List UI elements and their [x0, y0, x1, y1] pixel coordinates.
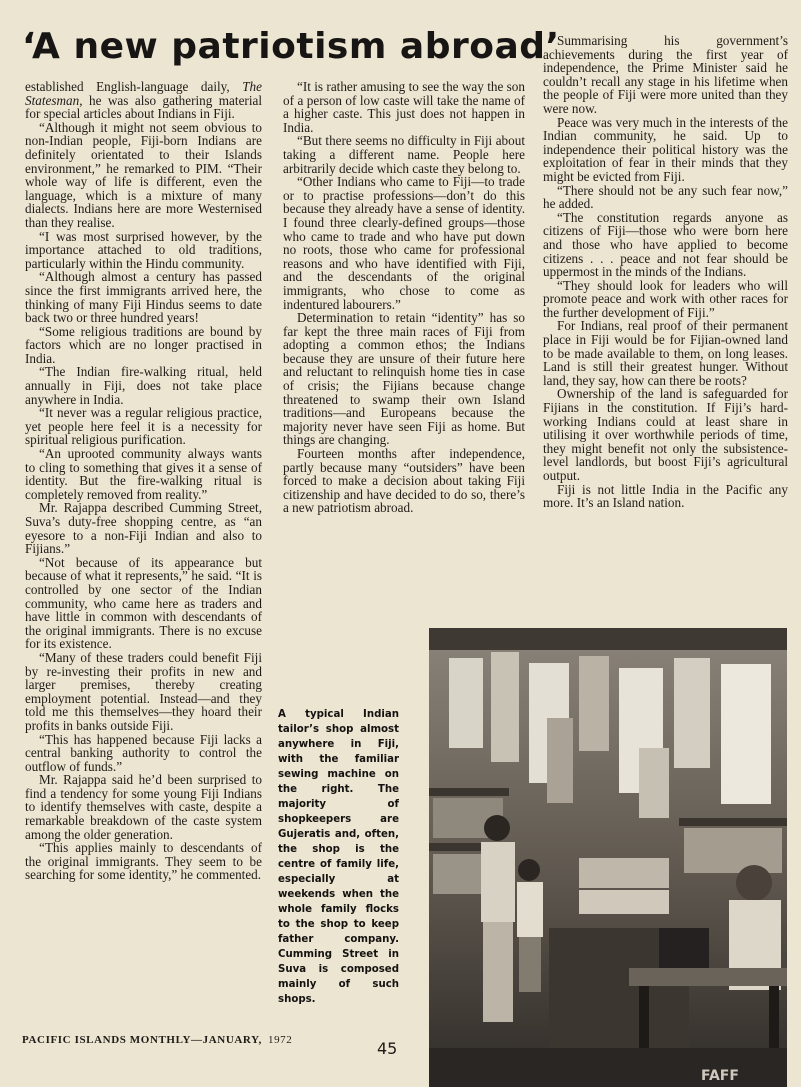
page-number: 45 [377, 1039, 398, 1058]
photo-caption: A typical Indian tailor’s shop almost anywhere in Fiji, with the familiar sewing machine on the right. The majority of shopkeepers are Gujeratis and, often, the shop is the centre of family life, especially at weekends when the whole family flocks to the shop to keep father company. Cumming Street in Suva is composed mainly of such shops. [278, 709, 399, 1005]
paragraph: “Not because of its appearance but because of what it represents,” he said. “It is controlled by one sector of the Indian community, who came here as traders and have little in common with descendants of the original immigrants. There is no excuse for its existence. [25, 554, 262, 652]
paragraph: “An uprooted community always wants to cling to something that gives it a sense of identity. But the fire-walking ritual is completely removed from reality.” [25, 446, 262, 502]
paragraph: Fiji is not little India in the Pacific any more. It’s an Island nation. [543, 481, 788, 511]
magazine-name: PACIFIC ISLANDS MONTHLY—JANUARY, [22, 1034, 262, 1046]
paragraph: “Although almost a century has passed since the first immigrants arrived here, the thinking of many Fiji Hindus seems to date back two or three hundred years! [25, 269, 262, 326]
article-column-1 [25, 80, 262, 882]
paragraph: “There should not be any such fear now,” he added. [543, 182, 788, 212]
paragraph: Mr. Rajappa said he’d been surprised to find a tendency for some young Fiji Indians to identify themselves with caste, despite a remarkable breakdown of the caste system among the older generation. [25, 772, 262, 842]
paragraph: “They should look for leaders who will promote peace and work with other races for the further development of Fiji.” [543, 277, 788, 320]
article-headline: ‘A new patriotism abroad’ [22, 26, 560, 67]
paragraph: Peace was very much in the interests of the Indian community, he said. Up to independence their political history was the exploitation of fear in their minds that they might be evicted from Fiji. [543, 114, 788, 184]
paragraph: “Other Indians who came to Fiji—to trade or to practise professions—don’t do this because they already have a sense of identity. I found three clearly-defined groups—those who came to trade and who have put down no roots, those who came for professional reasons and who have identified with Fiji, and the descendants of the original immigrants, who chose to come as indentured labourers.” [283, 174, 525, 312]
paragraph-text: established English-language daily, [25, 79, 243, 94]
paragraph: Fourteen months after independence, partly because many “outsiders” have been forced to make a decision about taking Fiji citizenship and have decided to do so, there’s a new patriotism abroad. [283, 446, 525, 516]
paragraph: Summarising his government’s achievements during the first year of independence, the Prime Minister said he couldn’t recall any stage in his lifetime when the people of Fiji were more united than they were now. [543, 33, 788, 116]
paragraph: “Many of these traders could benefit Fiji by re-investing their profits in new and larger premises, thereby creating employment potential. Instead—and they told me this themselves—they hoard their profits in banks outside Fiji. [25, 649, 262, 733]
paragraph: “The Indian fire-walking ritual, held annually in Fiji, does not take place anywhere in India. [25, 364, 262, 407]
newspaper-title: The Statesman [25, 79, 262, 108]
paragraph: “Although it might not seem obvious to non-Indian people, Fiji-born Indians are definitely orientated to their Islands environment,” he remarked to PIM. “Their whole way of life is different, even the language, which is a mixture of many dialects. Indians here are more Westernised than they realise. [25, 119, 262, 230]
photo-illustration [429, 628, 787, 1087]
paragraph: Ownership of the land is safeguarded for Fijians in the constitution. If Fiji’s hard-working Indians could at least share in utilising it over worthwhile periods of time, they might benefit not only the subsistence-level landlords, but boost Fiji’s agricultural output. [543, 386, 788, 483]
page-footer [22, 1034, 292, 1046]
paragraph: For Indians, real proof of their permanent place in Fiji would be for Fijian-owned land to be made available to them, on long leases. Land is still their greatest hunger. Without land, they say, how can there be roots? [543, 318, 788, 388]
paragraph: “But there seems no difficulty in Fiji about taking a different name. People here arbitrarily decide which caste they belong to. [283, 133, 525, 176]
paragraph: “It never was a regular religious practice, yet people here feel it is a necessity for spiritual religious purification. [25, 405, 262, 448]
issue-year: 1972 [267, 1034, 293, 1046]
paragraph: Determination to retain “identity” has so far kept the three main races of Fiji from adopting a common ethos; the Indians because they are unsure of their future here and reluctant to relinquish home ties in case of crisis; the Fijians because change threatened to swamp their own Island traditions—and Europeans because the majority never have seen Fiji as home. But things are changing. [283, 310, 525, 448]
paragraph [25, 80, 262, 121]
article-column-2 [283, 80, 525, 515]
paragraph: “I was most surprised however, by the importance attached to old traditions, particularly within the Hindu community. [25, 228, 262, 271]
paragraph: “This applies mainly to descendants of the original immigrants. They seem to be searching for some identity,” he commented. [25, 840, 262, 883]
paragraph: Mr. Rajappa described Cumming Street, Suva’s duty-free shopping centre, as “an eyesore to a non-Fiji Indian and also to Fijians.” [25, 500, 262, 557]
machine-brand-text: FAFF [701, 1068, 739, 1084]
article-column-3 [543, 34, 788, 510]
paragraph: “The constitution regards anyone as citizens of Fiji—those who were born here and those who have applied to become citizens . . . peace and not fear should be uppermost in the minds of the Indians. [543, 209, 788, 280]
paragraph: “This has happened because Fiji lacks a central banking authority to control the outflow of funds.” [25, 731, 262, 774]
paragraph-text: , he was also gathering material for special articles about Indians in Fiji. [25, 92, 262, 122]
tailor-shop-photo [429, 628, 787, 1087]
paragraph: “It is rather amusing to see the way the son of a person of low caste will take the name of a higher caste. This just does not happen in India. [283, 79, 525, 135]
paragraph: “Some religious traditions are bound by factors which are no longer practised in India. [25, 323, 262, 366]
